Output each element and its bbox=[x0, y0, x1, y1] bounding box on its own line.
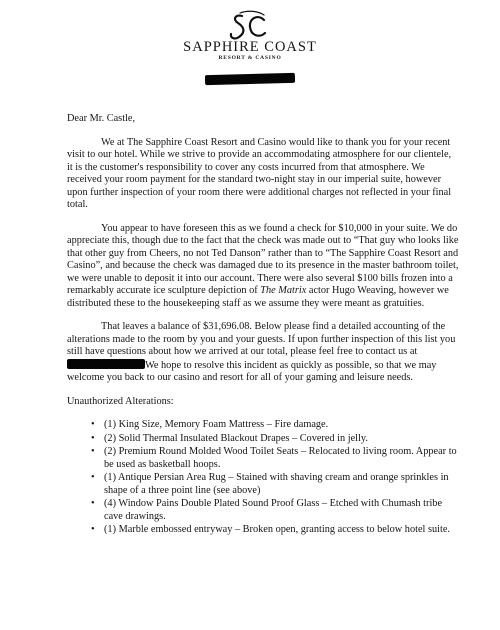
list-item-text: (2) Solid Thermal Insulated Blackout Drapes – Covered in jelly. bbox=[104, 432, 368, 444]
list-item bbox=[91, 419, 459, 432]
paragraph-check-text-b: actor Hugo Weaving, however we distributed these to the housekeeping staff as we assume they were meant as gratuities. bbox=[67, 285, 449, 309]
paragraph-intro: We at The Sapphire Coast Resort and Casino would like to thank you for your recent visit to our hotel. While we strive to provide an accommodating atmosphere for our clientele, it is the customer's responsibility to cover any costs incurred from that atmosphere. We received your room payment for the standard two-night stay in our imperial suite, however upon further inspection of your room there were additional charges not reflected in your final total. bbox=[67, 136, 452, 210]
paragraph-balance-text-b: We hope to resolve this incident as quickly as possible, so that we may welcome you back to our casino and resort for all of your gaming and leisure needs. bbox=[67, 359, 437, 383]
bullet-icon: • bbox=[91, 524, 95, 535]
movie-title: The Matrix bbox=[260, 285, 307, 296]
list-item-text: (1) Antique Persian Area Rug – Stained with shaving cream and orange sprinkles in shape of a three point line (see above) bbox=[104, 472, 449, 496]
alterations-list bbox=[67, 419, 459, 537]
redacted-date bbox=[205, 73, 295, 85]
letterhead bbox=[0, 10, 500, 62]
list-item-text: (4) Window Pains Double Plated Sound Proof Glass – Etched with Chumash tribe cave drawings. bbox=[104, 498, 443, 522]
bullet-icon: • bbox=[91, 472, 95, 483]
list-item bbox=[91, 524, 459, 537]
paragraph-balance-text-a: That leaves a balance of $31,696.08. Below please find a detailed accounting of the alterations made to the room by you and your guests. If upon further inspection of this list you still have questions about how we arrived at our total, please feel free to contact us at bbox=[67, 321, 456, 357]
salutation: Dear Mr. Castle, bbox=[67, 113, 136, 124]
brand-subtitle: RESORT & CASINO bbox=[218, 55, 282, 61]
letter-body bbox=[67, 113, 459, 538]
list-item-text: (2) Premium Round Molded Wood Toilet Seats – Relocated to living room. Appear to be used as basketball hoops. bbox=[104, 446, 457, 470]
paragraph-check bbox=[67, 223, 459, 311]
bullet-icon: • bbox=[91, 432, 95, 444]
paragraph-check-text-a: You appear to have foreseen this as we found a check for $10,000 in your suite. We do appreciate this, though due to the fact that the check was made out to “That guy who looks like that other guy from Cheers, no not Ted Danson” rather than to “The Sapphire Coast Resort and Casino”, and because the check was damaged due to its presence in the master bathroom toilet, we were unable to deposit it into our account. There were also several $100 bills frozen into a remarkably accurate ice sculpture depiction of bbox=[67, 222, 459, 296]
list-item bbox=[91, 433, 459, 446]
list-item bbox=[91, 446, 459, 471]
bullet-icon: • bbox=[91, 446, 95, 457]
list-heading: Unauthorized Alterations: bbox=[67, 395, 174, 407]
bullet-icon: • bbox=[91, 498, 95, 509]
list-item-text: (1) King Size, Memory Foam Mattress – Fire damage. bbox=[104, 419, 329, 430]
bullet-icon: • bbox=[91, 419, 95, 430]
redacted-contact bbox=[67, 359, 145, 369]
list-item bbox=[91, 498, 459, 523]
paragraph-balance bbox=[67, 321, 459, 385]
brand-name: SAPPHIRE COAST bbox=[183, 39, 317, 55]
list-item bbox=[91, 472, 459, 497]
list-item-text: (1) Marble embossed entryway – Broken open, granting access to below hotel suite. bbox=[104, 524, 450, 535]
